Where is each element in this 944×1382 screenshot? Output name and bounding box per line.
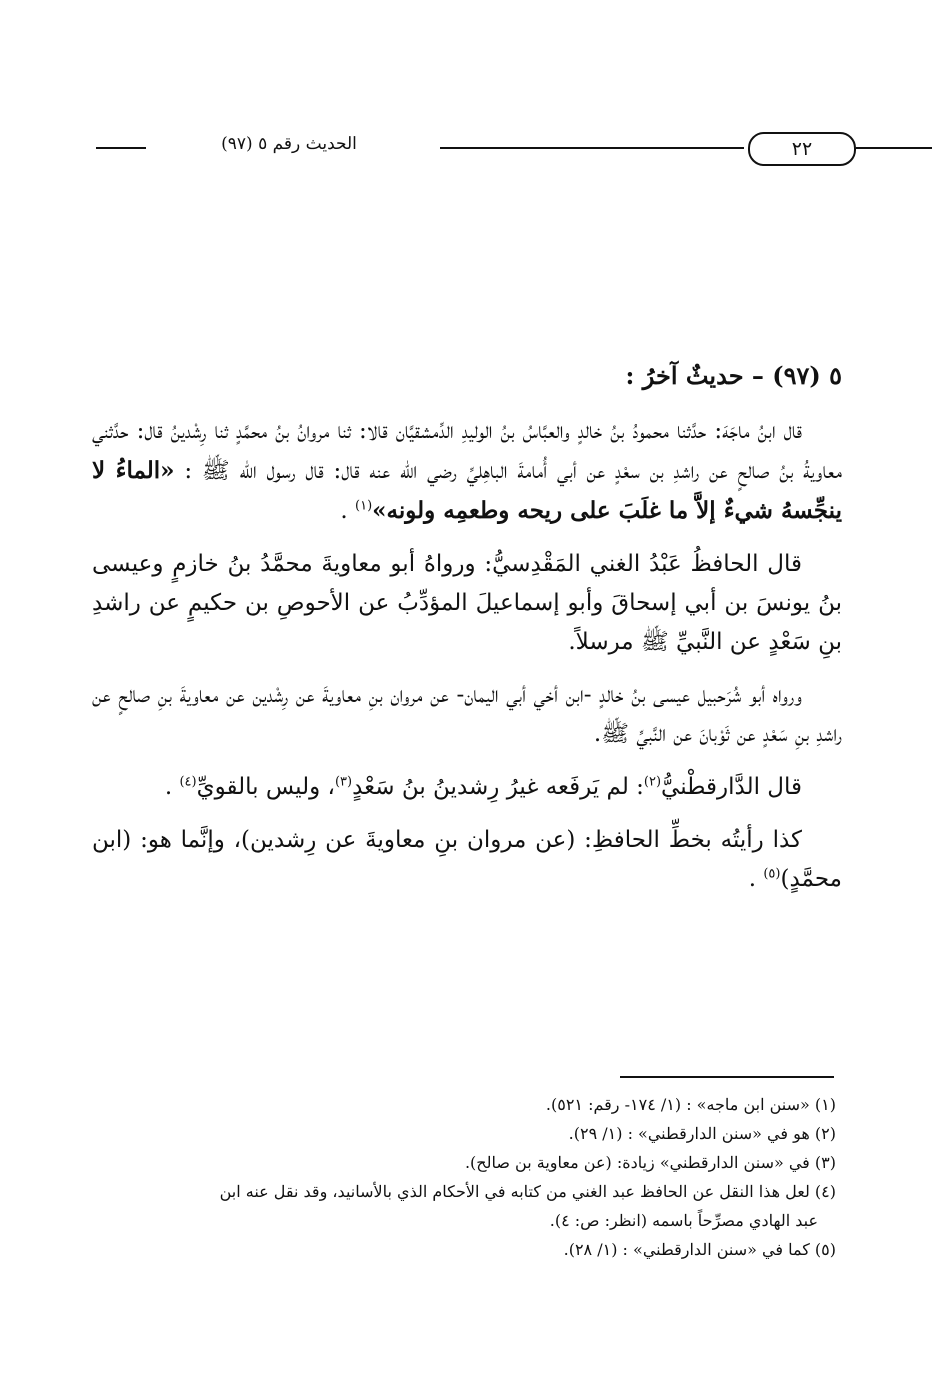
header-rule-left [96,147,146,149]
footnote-4: (٤) لعل هذا النقل عن الحافظ عبد الغني من كتابه في الأحكام الذي بالأسانيد، وقد نقل عنه ابن [219,1182,836,1201]
paragraph-3: ورواه أبو شُرَحبيل عيسى بنُ خالدٍ -ابن أخي أبي اليمان- عن مروان بنِ معاويةَ عن رِشْدين عن معاويةَ بنِ صالحٍ عن راشدِ بنِ سَعْدٍ عن ثَوْبانَ عن النَّبيِّ ﷺ. [92,682,842,747]
footnote-separator [620,1076,834,1078]
paragraph-4-part-c: ، وليس بالقويِّ [196,774,335,800]
page-header [96,128,836,168]
footnote-5: (٥) كما في «سنن الدارقطني» : (١/ ٢٨). [563,1240,836,1259]
footnote-ref-2[interactable]: (٢) [643,774,662,790]
page-number: ٢٢ [748,132,856,166]
footnote-1: (١) «سنن ابن ماجه» : (١/ ١٧٤- رقم: ٥٢١). [545,1095,836,1114]
hadith-heading: ٥ (٩٧) – حديثٌ آخرُ : [625,361,842,390]
hadith-quote: «الماءُ لا ينجِّسهُ شيءٌ إلاَّ ما غلَبَ على ريحه وطعمِه ولونه» [92,457,842,524]
paragraph-1-text: قال ابنُ ماجَهَ: حدَّثنا محمودُ بنُ خالدٍ والعبَّاسُ بنُ الوليدِ الدِّمشقيَّان قالا: ثنا مروانُ بنُ محمَّدٍ ثنا رِشْدينُ قال: حدَّثني معاويةُ بنُ صالحٍ عن راشدِ بن سعْدٍ عن أبي أُمامةَ الباهِليِّ رضي الله عنه قال: قال رسول الله ﷺ : [92,418,842,484]
footnote-2: (٢) هو في «سنن الدارقطني» : (١/ ٢٩). [568,1124,836,1143]
header-rule-middle [440,147,744,149]
paragraph-2: قال الحافظُ عَبْدُ الغني المَقْدِسيُّ: ورواهُ أبو معاويةَ محمَّدُ بنُ خازمٍ وعيسى بنُ يونسَ بن أبي إسحاقَ وأبو إسماعيلَ المؤدِّبُ عن الأحوصِ بن حكيمٍ عن راشدِ بنِ سَعْدٍ عن النَّبيِّ ﷺ مرسلاً. [92,551,842,655]
paragraph-4-end: . [164,774,180,800]
paragraph-5-end: . [748,866,764,892]
footnote-ref-1[interactable]: (١) [355,498,373,514]
paragraph-1 [92,412,842,531]
header-rule-right [856,147,932,149]
main-text [92,356,842,913]
paragraph-1-end: . [340,498,355,524]
paragraph-5 [92,821,842,899]
running-title: الحديث رقم ٥ (٩٧) [221,134,357,154]
paragraph-5-text: كذا رأيتُه بخطِّ الحافظِ: (عن مروان بنِ معاويةَ عن رِشدين)، وإنَّما هو: (ابن محمَّدٍ) [92,827,842,892]
footnote-3: (٣) في «سنن الدارقطني» زيادة: (عن معاوية بن صالح). [464,1153,836,1172]
footnote-ref-3[interactable]: (٣) [334,774,353,790]
footnote-ref-4[interactable]: (٤) [179,774,197,790]
footnotes [96,1090,836,1264]
paragraph-4-part-a: قال الدَّارقطْنيُّ [661,774,802,800]
footnote-4-continued: عبد الهادي مصرِّحاً باسمه (انظر: ص: ٤). [549,1211,818,1230]
footnote-ref-5[interactable]: (٥) [763,866,781,882]
paragraph-4-part-b: : لم يَرفَعه غيرُ رِشدينُ بنُ سَعْدٍ [352,774,644,800]
paragraph-4 [92,768,842,807]
